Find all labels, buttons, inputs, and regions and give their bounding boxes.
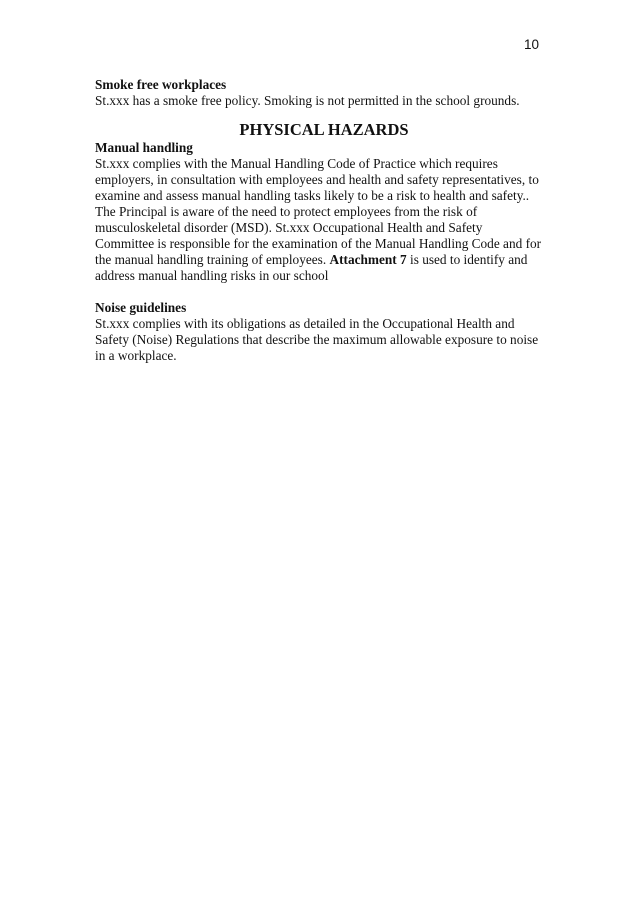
manual-handling-heading: Manual handling <box>95 140 193 155</box>
smoke-free-heading: Smoke free workplaces <box>95 77 227 92</box>
attachment-reference: Attachment 7 <box>329 252 407 267</box>
page-content <box>95 77 543 364</box>
manual-handling-body <box>95 156 543 284</box>
page-number: 10 <box>523 37 539 52</box>
smoke-free-body: St.xxx has a smoke free policy. Smoking is not permitted in the school grounds. <box>95 93 520 108</box>
physical-hazards-title: PHYSICAL HAZARDS <box>239 120 409 139</box>
manual-handling-text-2: is used to identify and address manual handling risks in our school <box>95 252 528 283</box>
manual-handling-text-1: St.xxx complies with the Manual Handling Code of Practice which requires employers, in consultation with employees and health and safety representatives, to examine and assess manual handling tasks likely to be a risk to health and safety.. The Principal is aware of the need to protect employees from the risk of musculoskeletal disorder (MSD). St.xxx Occupational Health and Safety Committee is responsible for the examination of the Manual Handling Code and for the manual handling training of employees. <box>95 156 542 267</box>
noise-guidelines-body: St.xxx complies with its obligations as detailed in the Occupational Health and Safety (Noise) Regulations that describe the maximum allowable exposure to noise in a workplace. <box>95 316 539 363</box>
noise-guidelines-heading: Noise guidelines <box>95 300 187 315</box>
paragraph-spacer <box>95 284 543 300</box>
